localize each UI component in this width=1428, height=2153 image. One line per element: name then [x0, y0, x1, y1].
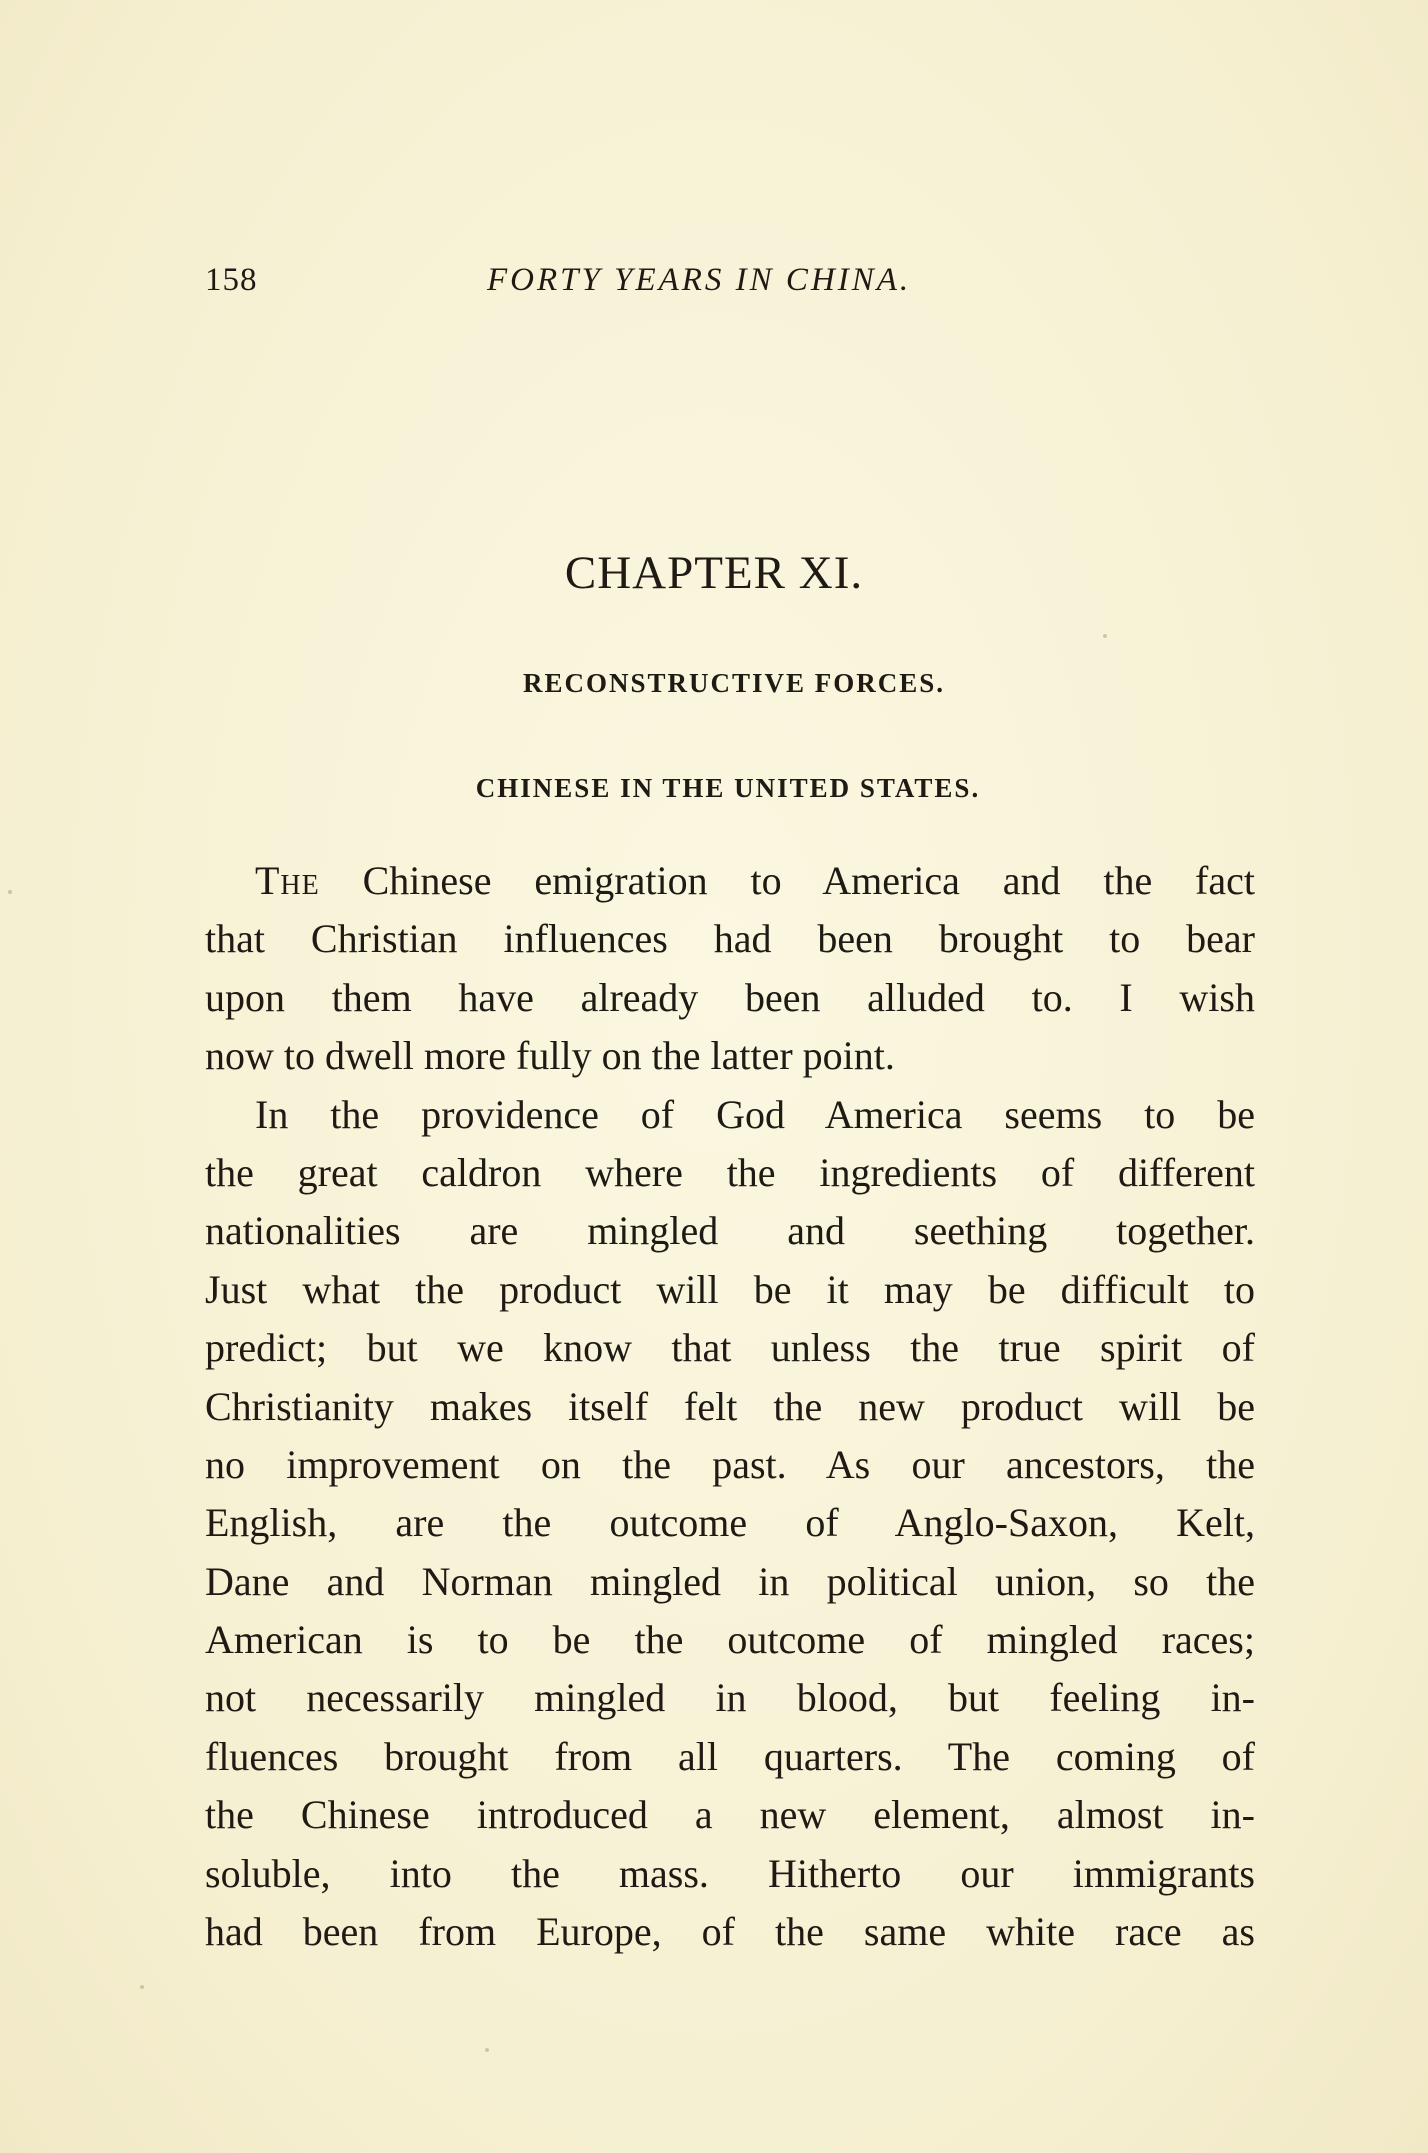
- text-line: not necessarily mingled in blood, but feeling in-: [205, 1675, 1255, 1721]
- text-line: the great caldron where the ingredients of different: [205, 1149, 1255, 1195]
- section-subtitle: CHINESE IN THE UNITED STATES.: [475, 773, 981, 803]
- text-line: soluble, into the mass. Hitherto our immigrants: [205, 1850, 1255, 1896]
- text-line: predict; but we know that unless the true spirit of: [205, 1325, 1255, 1371]
- text-line: Just what the product will be it may be difficult to: [205, 1266, 1255, 1312]
- body-text: [205, 852, 1255, 1961]
- paper-speck: [485, 2048, 489, 2052]
- text-line: English, are the outcome of Anglo-Saxon, Kelt,: [205, 1500, 1255, 1546]
- text-line: now to dwell more fully on the latter point.: [205, 1033, 895, 1079]
- opening-word: The: [255, 858, 320, 903]
- text-line: had been from Europe, of the same white race as: [205, 1909, 1255, 1955]
- text-line: that Christian influences had been brought to bear: [205, 916, 1255, 962]
- text-line: American is to be the outcome of mingled races;: [205, 1617, 1255, 1663]
- chapter-title: CHAPTER XI.: [564, 547, 864, 599]
- paper-speck: [8, 890, 12, 894]
- paper-speck: [1103, 634, 1107, 638]
- text-line: upon them have already been alluded to. I wish: [205, 974, 1255, 1020]
- paper-speck: [140, 1985, 144, 1989]
- running-head: [205, 262, 1265, 302]
- text-line: In the providence of God America seems to be: [255, 1091, 1255, 1137]
- text-line-content: Chinese emigration to America and the fact: [319, 858, 1255, 903]
- text-line: fluences brought from all quarters. The coming of: [205, 1733, 1255, 1779]
- text-line: Dane and Norman mingled in political union, so the: [205, 1558, 1255, 1604]
- text-line: Christianity makes itself felt the new product will be: [205, 1383, 1255, 1429]
- text-line: the Chinese introduced a new element, almost in-: [205, 1792, 1255, 1838]
- text-line: nationalities are mingled and seething together.: [205, 1208, 1255, 1254]
- chapter-subtitle: RECONSTRUCTIVE FORCES.: [522, 668, 946, 698]
- text-line: no improvement on the past. As our ancestors, the: [205, 1441, 1255, 1487]
- text-line: [205, 852, 1255, 910]
- book-title: FORTY YEARS IN CHINA.: [487, 262, 912, 298]
- page-number: 158: [205, 262, 258, 298]
